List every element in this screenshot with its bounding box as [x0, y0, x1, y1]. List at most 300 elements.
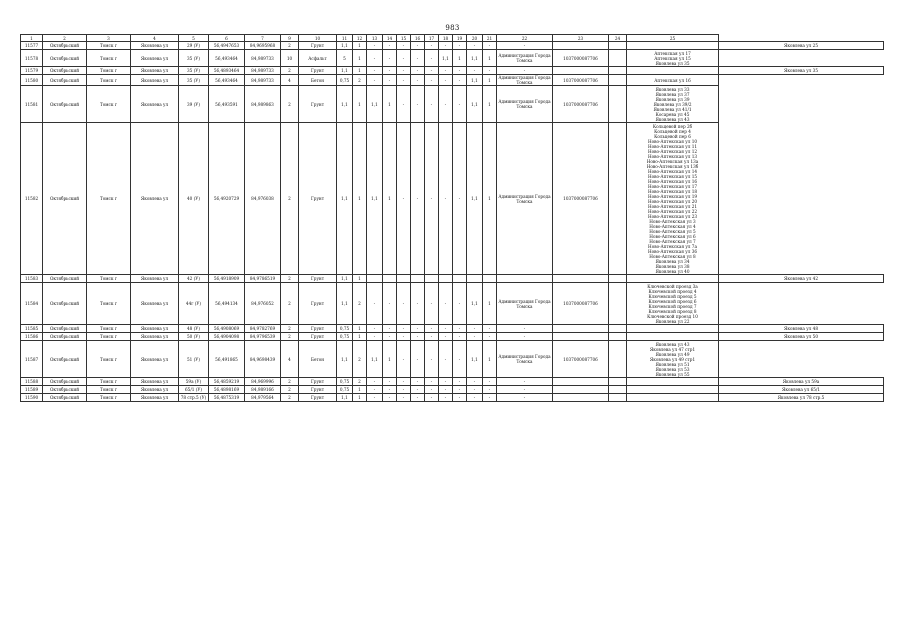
- table-cell: -: [383, 283, 397, 325]
- table-cell: 56,4918909: [209, 275, 245, 283]
- table-cell: 51 (У): [179, 341, 209, 378]
- table-cell: 11584: [21, 283, 43, 325]
- table-cell: 0,75: [337, 333, 353, 341]
- address-line: Яковлева ул 51: [655, 361, 690, 367]
- header-cell: 17: [425, 35, 439, 42]
- address-line: Ново-Аптекская ул 5: [649, 228, 696, 234]
- address-list-cell: [719, 275, 884, 283]
- table-cell: [425, 275, 439, 283]
- table-cell: Грунт: [299, 333, 337, 341]
- table-cell: 11587: [21, 341, 43, 378]
- table-row: [21, 283, 884, 325]
- table-cell: 84,9796539: [245, 333, 281, 341]
- table-cell: Бетон: [299, 75, 337, 86]
- table-cell: 35 (У): [179, 50, 209, 67]
- table-cell: 2: [353, 283, 367, 325]
- table-cell: [627, 394, 719, 402]
- table-cell: 1,1: [367, 341, 383, 378]
- table-cell: 84,989733: [245, 75, 281, 86]
- address-line: Ново-Аптекская ул 14: [647, 168, 698, 174]
- table-cell: 2: [281, 86, 299, 123]
- table-cell: 2: [281, 394, 299, 402]
- table-cell: Октябрьский: [43, 123, 87, 275]
- table-cell: 1,1: [337, 123, 353, 275]
- address-list-cell: [719, 325, 884, 333]
- table-cell: -: [439, 394, 453, 402]
- table-cell: 11579: [21, 67, 43, 75]
- table-cell: -: [425, 67, 439, 75]
- table-cell: 1: [483, 75, 497, 86]
- table-cell: -: [497, 378, 553, 386]
- table-cell: Грунт: [299, 386, 337, 394]
- table-cell: [627, 386, 719, 394]
- table-cell: Октябрьский: [43, 86, 87, 123]
- table-cell: 56,4908069: [209, 325, 245, 333]
- header-cell: 20: [467, 35, 483, 42]
- address-line: Аптекская ул 15: [654, 55, 691, 61]
- table-cell: Октябрьский: [43, 75, 87, 86]
- table-cell: -: [411, 283, 425, 325]
- table-cell: 1,1: [467, 75, 483, 86]
- header-row: [21, 35, 884, 42]
- address-line: Яковлева ул 59а: [782, 379, 820, 384]
- table-cell: -: [483, 325, 497, 333]
- table-cell: 56,491865: [209, 341, 245, 378]
- table-cell: -: [467, 325, 483, 333]
- address-line: Яковлева ул 38: [655, 263, 690, 269]
- table-cell: 1,1: [337, 67, 353, 75]
- table-cell: -: [411, 86, 425, 123]
- table-cell: -: [411, 378, 425, 386]
- table-cell: 56,4893464: [209, 67, 245, 75]
- table-cell: [609, 378, 627, 386]
- table-cell: -: [425, 50, 439, 67]
- table-cell: 84,989166: [245, 386, 281, 394]
- table-cell: [609, 333, 627, 341]
- header-cell: 19: [453, 35, 467, 42]
- table-cell: -: [367, 333, 383, 341]
- table-cell: -: [439, 283, 453, 325]
- table-cell: 44г (У): [179, 283, 209, 325]
- table-cell: 11586: [21, 333, 43, 341]
- table-cell: -: [453, 341, 467, 378]
- address-line: Ново-Аптекская ул 3: [649, 218, 696, 224]
- address-line: Ново-Аптекская ул 18: [647, 188, 698, 194]
- table-cell: 4: [281, 75, 299, 86]
- table-cell: 1,1: [337, 86, 353, 123]
- address-line: Ключевской проезд 8: [648, 308, 697, 314]
- header-cell: 3: [87, 35, 131, 42]
- table-cell: -: [453, 333, 467, 341]
- table-cell: -: [439, 86, 453, 123]
- table-cell: Грунт: [299, 275, 337, 283]
- road-registry-table: [20, 34, 884, 402]
- table-cell: 39 (У): [179, 86, 209, 123]
- table-cell: 2: [353, 341, 367, 378]
- header-cell: 21: [483, 35, 497, 42]
- address-line: Ключевской проезд 3а: [647, 283, 698, 289]
- table-cell: [627, 42, 719, 50]
- table-cell: [553, 394, 609, 402]
- table-cell: -: [439, 333, 453, 341]
- table-cell: 1037000087706: [553, 123, 609, 275]
- table-cell: 11580: [21, 75, 43, 86]
- table-cell: 11583: [21, 275, 43, 283]
- table-cell: 84,976038: [245, 123, 281, 275]
- table-cell: 2: [353, 378, 367, 386]
- table-cell: 2: [281, 67, 299, 75]
- table-cell: Яковлева ул: [131, 123, 179, 275]
- address-line: Яковлева ул 33: [655, 86, 690, 92]
- table-cell: -: [453, 386, 467, 394]
- table-cell: -: [439, 341, 453, 378]
- table-cell: Яковлева ул: [131, 333, 179, 341]
- header-cell: 9: [281, 35, 299, 42]
- header-cell: 11: [337, 35, 353, 42]
- address-line: Ключевской проезд 4: [648, 288, 697, 294]
- table-cell: -: [397, 394, 411, 402]
- address-list-cell: [719, 333, 884, 341]
- table-cell: 56,4859219: [209, 378, 245, 386]
- table-cell: [553, 386, 609, 394]
- table-cell: Октябрьский: [43, 42, 87, 50]
- table-cell: 84,976052: [245, 283, 281, 325]
- address-line: Ново-Аптекская ул 22: [647, 208, 698, 214]
- address-list-cell: [719, 42, 884, 50]
- table-cell: 84,9782769: [245, 325, 281, 333]
- table-cell: [627, 275, 719, 283]
- address-line: Яковлева ул 41/1: [653, 106, 692, 112]
- address-line: Ново-Аптекская ул 15: [647, 173, 698, 179]
- table-cell: -: [439, 123, 453, 275]
- table-cell: -: [367, 50, 383, 67]
- table-cell: 2: [281, 333, 299, 341]
- table-cell: 1037000087706: [553, 341, 609, 378]
- header-cell: 14: [383, 35, 397, 42]
- table-cell: -: [383, 378, 397, 386]
- header-cell: 10: [299, 35, 337, 42]
- table-cell: [609, 75, 627, 86]
- table-cell: 40 (У): [179, 123, 209, 275]
- table-cell: 0,75: [337, 75, 353, 86]
- table-cell: 1,1: [467, 123, 483, 275]
- table-cell: Яковлева ул: [131, 75, 179, 86]
- address-line: Яковлева ул 48: [784, 326, 818, 331]
- table-cell: -: [411, 386, 425, 394]
- table-cell: -: [383, 67, 397, 75]
- table-cell: -: [397, 123, 411, 275]
- table-cell: Яковлева ул: [131, 283, 179, 325]
- table-cell: [609, 341, 627, 378]
- table-cell: -: [397, 86, 411, 123]
- table-cell: Яковлева ул: [131, 275, 179, 283]
- table-cell: [609, 275, 627, 283]
- address-line: Яковлева ул 49: [655, 351, 690, 357]
- table-cell: -: [483, 378, 497, 386]
- table-cell: Томск г: [87, 283, 131, 325]
- table-cell: -: [497, 325, 553, 333]
- table-cell: [627, 333, 719, 341]
- table-cell: -: [397, 341, 411, 378]
- table-cell: Грунт: [299, 42, 337, 50]
- table-cell: 1,1: [467, 283, 483, 325]
- table-cell: -: [453, 394, 467, 402]
- table-cell: -: [439, 75, 453, 86]
- table-cell: Томск г: [87, 67, 131, 75]
- table-cell: -: [497, 42, 553, 50]
- table-cell: -: [453, 378, 467, 386]
- table-cell: [397, 275, 411, 283]
- table-cell: Яковлева ул: [131, 394, 179, 402]
- table-cell: [627, 325, 719, 333]
- table-cell: 1: [353, 394, 367, 402]
- address-list-cell: [719, 386, 884, 394]
- table-cell: 11577: [21, 42, 43, 50]
- table-cell: -: [397, 386, 411, 394]
- address-line: Ново-Аптекская ул 17: [647, 183, 698, 189]
- table-cell: 1,1: [367, 86, 383, 123]
- address-line: Ключевской проезд 7: [648, 303, 697, 309]
- table-cell: -: [367, 42, 383, 50]
- table-cell: 84,9695968: [245, 42, 281, 50]
- table-cell: -: [497, 333, 553, 341]
- address-list-cell: [627, 75, 719, 86]
- table-cell: 84,989733: [245, 50, 281, 67]
- address-line: Яковлева ул 47 стр1: [649, 346, 696, 352]
- table-cell: Администрация Города Томска: [497, 341, 553, 378]
- table-cell: Томск г: [87, 325, 131, 333]
- table-cell: Томск г: [87, 42, 131, 50]
- table-cell: [609, 386, 627, 394]
- table-cell: 4: [281, 341, 299, 378]
- table-cell: 1: [483, 86, 497, 123]
- table-cell: -: [439, 386, 453, 394]
- table-cell: -: [397, 42, 411, 50]
- table-cell: [609, 86, 627, 123]
- address-line: Яковлева ул 35: [655, 60, 690, 66]
- table-cell: [483, 275, 497, 283]
- table-cell: [497, 275, 553, 283]
- table-cell: -: [497, 394, 553, 402]
- table-cell: 1: [353, 333, 367, 341]
- table-cell: 2: [281, 325, 299, 333]
- table-cell: 1,1: [439, 50, 453, 67]
- table-cell: 11585: [21, 325, 43, 333]
- header-cell: 25: [627, 35, 719, 42]
- table-cell: -: [483, 67, 497, 75]
- table-cell: Томск г: [87, 86, 131, 123]
- table-cell: -: [453, 283, 467, 325]
- table-cell: -: [383, 333, 397, 341]
- header-cell: 1: [21, 35, 43, 42]
- address-line: Аптекская ул 17: [654, 50, 691, 56]
- table-cell: -: [383, 50, 397, 67]
- table-cell: Яковлева ул: [131, 386, 179, 394]
- table-cell: 56,493464: [209, 75, 245, 86]
- table-cell: -: [411, 333, 425, 341]
- table-cell: 84,989863: [245, 86, 281, 123]
- table-cell: 56,493591: [209, 86, 245, 123]
- table-cell: Грунт: [299, 123, 337, 275]
- address-line: Ново-Аптекская ул 12: [647, 148, 698, 154]
- table-cell: -: [425, 333, 439, 341]
- table-cell: Томск г: [87, 386, 131, 394]
- table-cell: Томск г: [87, 275, 131, 283]
- table-cell: Октябрьский: [43, 67, 87, 75]
- table-cell: -: [411, 67, 425, 75]
- table-cell: Томск г: [87, 123, 131, 275]
- table-cell: Грунт: [299, 378, 337, 386]
- table-cell: 1,1: [337, 42, 353, 50]
- table-cell: 1: [453, 50, 467, 67]
- address-line: Ново-Аптекская ул 36: [647, 248, 698, 254]
- header-cell: 5: [179, 35, 209, 42]
- header-cell: 4: [131, 35, 179, 42]
- table-cell: Администрация Города Томска: [498, 75, 551, 85]
- table-cell: 1: [353, 86, 367, 123]
- table-cell: 84,9698439: [245, 341, 281, 378]
- table-cell: -: [453, 75, 467, 86]
- table-cell: 56,4920729: [209, 123, 245, 275]
- table-cell: [609, 67, 627, 75]
- table-cell: -: [453, 325, 467, 333]
- table-cell: 1,1: [467, 341, 483, 378]
- table-cell: 84,989733: [245, 67, 281, 75]
- table-cell: [383, 275, 397, 283]
- table-cell: Администрация Города Томска: [497, 50, 553, 67]
- table-cell: [627, 67, 719, 75]
- table-cell: 56,4947653: [209, 42, 245, 50]
- table-row: [21, 123, 884, 275]
- table-cell: 42 (У): [179, 275, 209, 283]
- table-cell: 11578: [21, 50, 43, 67]
- table-cell: 2: [353, 75, 367, 86]
- table-cell: 56,494134: [209, 283, 245, 325]
- table-row: [21, 86, 884, 123]
- table-cell: -: [397, 283, 411, 325]
- address-line: Ново-Аптекская ул 16: [647, 178, 698, 184]
- header-cell: 12: [353, 35, 367, 42]
- table-cell: Томск г: [87, 333, 131, 341]
- table-cell: Грунт: [299, 325, 337, 333]
- table-cell: [439, 275, 453, 283]
- address-line: Ново-Аптекская ул 21: [647, 203, 698, 209]
- table-row: [21, 67, 884, 75]
- table-cell: Бетон: [299, 341, 337, 378]
- table-cell: -: [383, 75, 397, 86]
- table-cell: -: [467, 386, 483, 394]
- header-cell: 16: [411, 35, 425, 42]
- table-cell: Октябрьский: [43, 386, 87, 394]
- address-line: Яковлева ул 25: [784, 43, 818, 48]
- table-cell: 1: [353, 67, 367, 75]
- table-cell: -: [483, 333, 497, 341]
- table-cell: -: [425, 283, 439, 325]
- table-cell: 1,1: [337, 275, 353, 283]
- address-line: Яковлева ул 35: [784, 68, 818, 73]
- address-line: Ново-Аптекская ул 7: [649, 238, 696, 244]
- table-cell: -: [483, 394, 497, 402]
- table-cell: 1,1: [467, 50, 483, 67]
- table-cell: -: [367, 386, 383, 394]
- table-cell: Октябрьский: [43, 283, 87, 325]
- address-line: Яковлева ул 50: [784, 334, 818, 339]
- address-list-cell: [719, 67, 884, 75]
- table-cell: [467, 275, 483, 283]
- page-number: 983: [445, 24, 460, 32]
- address-line: Ключевской проезд 6: [648, 298, 697, 304]
- address-line: Ново-Аптекская ул 10: [647, 138, 698, 144]
- table-cell: -: [497, 67, 553, 75]
- address-line: Яковлева ул 39: [655, 96, 690, 102]
- table-cell: Октябрьский: [43, 394, 87, 402]
- table-cell: 1: [353, 50, 367, 67]
- table-cell: 0,75: [337, 386, 353, 394]
- table-cell: -: [367, 325, 383, 333]
- table-cell: -: [453, 86, 467, 123]
- table-cell: 56,4898169: [209, 386, 245, 394]
- table-cell: 11588: [21, 378, 43, 386]
- table-cell: [453, 275, 467, 283]
- header-cell: 24: [609, 35, 627, 42]
- table-cell: 84,9786519: [245, 275, 281, 283]
- address-line: Ново-Аптекская ул 4: [649, 223, 696, 229]
- address-line: Яковлева ул 22: [655, 318, 690, 324]
- table-cell: -: [467, 333, 483, 341]
- table-cell: 50 (У): [179, 333, 209, 341]
- table-cell: 2: [281, 386, 299, 394]
- table-cell: 48 (У): [179, 325, 209, 333]
- table-cell: Яковлева ул: [131, 50, 179, 67]
- table-cell: -: [439, 378, 453, 386]
- table-cell: Октябрьский: [43, 275, 87, 283]
- table-cell: [553, 333, 609, 341]
- table-cell: -: [397, 333, 411, 341]
- table-cell: Томск г: [87, 75, 131, 86]
- table-cell: 11581: [21, 86, 43, 123]
- address-line: Ново-Аптекская ул 8: [649, 253, 696, 259]
- address-line: Яковлева ул 43: [655, 116, 690, 122]
- table-cell: -: [467, 42, 483, 50]
- table-cell: [609, 50, 627, 67]
- table-cell: 1: [353, 386, 367, 394]
- table-cell: 1: [383, 341, 397, 378]
- address-list-cell: [627, 341, 719, 378]
- table-cell: 2: [281, 378, 299, 386]
- table-cell: 2: [281, 283, 299, 325]
- address-line: Яковлева ул 43: [655, 341, 690, 347]
- table-cell: -: [411, 394, 425, 402]
- header-cell: 2: [43, 35, 87, 42]
- address-line: Аптекская ул 16: [654, 77, 691, 83]
- table-cell: 1,1: [337, 341, 353, 378]
- table-cell: Асфальт: [299, 50, 337, 67]
- table-cell: -: [467, 378, 483, 386]
- table-cell: 0,75: [337, 325, 353, 333]
- table-cell: Яковлева ул: [131, 67, 179, 75]
- table-row: [21, 75, 884, 86]
- address-list-cell: [627, 283, 719, 325]
- table-cell: -: [397, 325, 411, 333]
- table-cell: -: [397, 67, 411, 75]
- address-line: Яковлева ул 53: [655, 366, 690, 372]
- table-cell: -: [383, 325, 397, 333]
- table-row: [21, 333, 884, 341]
- table-cell: -: [397, 75, 411, 86]
- table-cell: -: [453, 67, 467, 75]
- table-cell: 1: [483, 283, 497, 325]
- address-list-cell: [627, 50, 719, 67]
